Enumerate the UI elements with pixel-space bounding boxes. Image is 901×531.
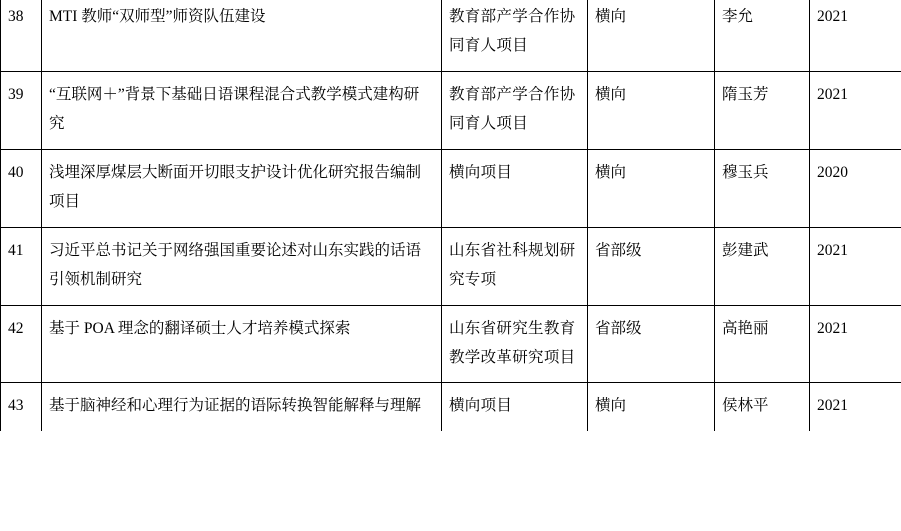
- cell-index: 43: [1, 383, 42, 431]
- table-row: [1, 305, 901, 383]
- cell-type: 省部级: [588, 227, 715, 305]
- cell-category: 教育部产学合作协同育人项目: [442, 71, 588, 149]
- cell-person: 穆玉兵: [715, 149, 810, 227]
- cell-year: 2020: [810, 149, 901, 227]
- cell-type: 省部级: [588, 305, 715, 383]
- cell-title: MTI 教师“双师型”师资队伍建设: [42, 0, 442, 71]
- cell-year: 2021: [810, 305, 901, 383]
- cell-title: 基于脑神经和心理行为证据的语际转换智能解释与理解: [42, 383, 442, 431]
- cell-index: 39: [1, 71, 42, 149]
- cell-title: 基于 POA 理念的翻译硕士人才培养模式探索: [42, 305, 442, 383]
- cell-category: 横向项目: [442, 149, 588, 227]
- cell-person: 隋玉芳: [715, 71, 810, 149]
- cell-person: 彭建武: [715, 227, 810, 305]
- cell-year: 2021: [810, 383, 901, 431]
- table-row: [1, 227, 901, 305]
- cell-title: 浅埋深厚煤层大断面开切眼支护设计优化研究报告编制项目: [42, 149, 442, 227]
- cell-category: 山东省研究生教育教学改革研究项目: [442, 305, 588, 383]
- cell-index: 38: [1, 0, 42, 71]
- cell-title: 习近平总书记关于网络强国重要论述对山东实践的话语引领机制研究: [42, 227, 442, 305]
- cell-category: 山东省社科规划研究专项: [442, 227, 588, 305]
- cell-type: 横向: [588, 383, 715, 431]
- table-row: [1, 383, 901, 431]
- table-row: [1, 71, 901, 149]
- cell-year: 2021: [810, 0, 901, 71]
- table-row: [1, 0, 901, 71]
- cell-person: 侯林平: [715, 383, 810, 431]
- cell-type: 横向: [588, 71, 715, 149]
- cell-type: 横向: [588, 0, 715, 71]
- cell-title: “互联网＋”背景下基础日语课程混合式教学模式建构研究: [42, 71, 442, 149]
- table-row: [1, 149, 901, 227]
- cell-category: 教育部产学合作协同育人项目: [442, 0, 588, 71]
- cell-year: 2021: [810, 227, 901, 305]
- cell-index: 42: [1, 305, 42, 383]
- cell-index: 41: [1, 227, 42, 305]
- cell-index: 40: [1, 149, 42, 227]
- project-table-body: [1, 0, 901, 431]
- cell-type: 横向: [588, 149, 715, 227]
- cell-person: 李允: [715, 0, 810, 71]
- cell-category: 横向项目: [442, 383, 588, 431]
- cell-person: 高艳丽: [715, 305, 810, 383]
- cell-year: 2021: [810, 71, 901, 149]
